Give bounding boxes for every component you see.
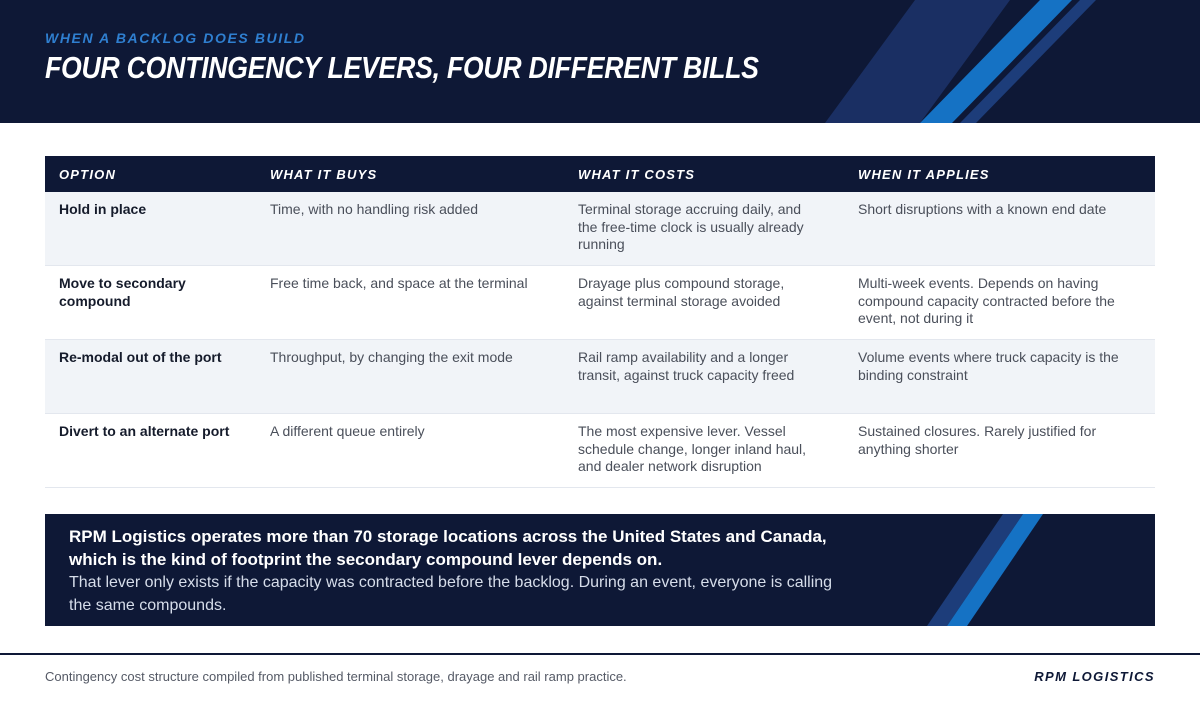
costs-cell: The most expensive lever. Vessel schedule change, longer inland haul, and dealer network disruption (578, 423, 807, 474)
option-cell: Hold in place (59, 201, 147, 217)
table-row (45, 192, 1155, 266)
table-row (45, 340, 1155, 414)
page-title: FOUR CONTINGENCY LEVERS, FOUR DIFFERENT BILLS (45, 50, 759, 85)
applies-cell: Volume events where truck capacity is the binding constraint (858, 349, 1119, 383)
column-header-buys: WHAT IT BUYS (270, 167, 378, 182)
costs-cell: Drayage plus compound storage, against terminal storage avoided (578, 275, 785, 309)
header-banner (0, 0, 1200, 123)
table-header-row (45, 156, 1155, 192)
brand-wordmark: RPM LOGISTICS (1034, 669, 1155, 684)
footer-divider (0, 653, 1200, 655)
option-cell: Re-modal out of the port (59, 349, 222, 365)
table-row (45, 414, 1155, 488)
callout-lead: RPM Logistics operates more than 70 storage locations across the United States and Canada, which is the kind of footprint the secondary compound lever depends on. (69, 527, 827, 569)
table-row (45, 266, 1155, 340)
costs-cell: Terminal storage accruing daily, and the free-time clock is usually already running (578, 201, 804, 252)
applies-cell: Multi-week events. Depends on having compound capacity contracted before the event, not during it (858, 275, 1115, 326)
contingency-table (45, 156, 1155, 488)
costs-cell: Rail ramp availability and a longer transit, against truck capacity freed (578, 349, 795, 383)
header-eyebrow: WHEN A BACKLOG DOES BUILD (45, 30, 306, 46)
source-note: Contingency cost structure compiled from published terminal storage, drayage and rail ramp practice. (45, 669, 627, 684)
buys-cell: Time, with no handling risk added (270, 201, 479, 217)
column-header-applies: WHEN IT APPLIES (858, 167, 990, 182)
column-header-option: OPTION (59, 167, 117, 182)
buys-cell: Throughput, by changing the exit mode (270, 349, 513, 365)
column-header-costs: WHAT IT COSTS (578, 167, 696, 182)
buys-cell: A different queue entirely (270, 423, 425, 439)
option-cell: Move to secondary compound (59, 275, 186, 309)
option-cell: Divert to an alternate port (59, 423, 230, 439)
applies-cell: Short disruptions with a known end date (858, 201, 1107, 217)
callout-box (45, 514, 1155, 626)
buys-cell: Free time back, and space at the terminal (270, 275, 528, 291)
applies-cell: Sustained closures. Rarely justified for anything shorter (858, 423, 1097, 457)
callout-body: That lever only exists if the capacity was contracted before the backlog. During an event, everyone is calling the same compounds. (69, 574, 833, 614)
